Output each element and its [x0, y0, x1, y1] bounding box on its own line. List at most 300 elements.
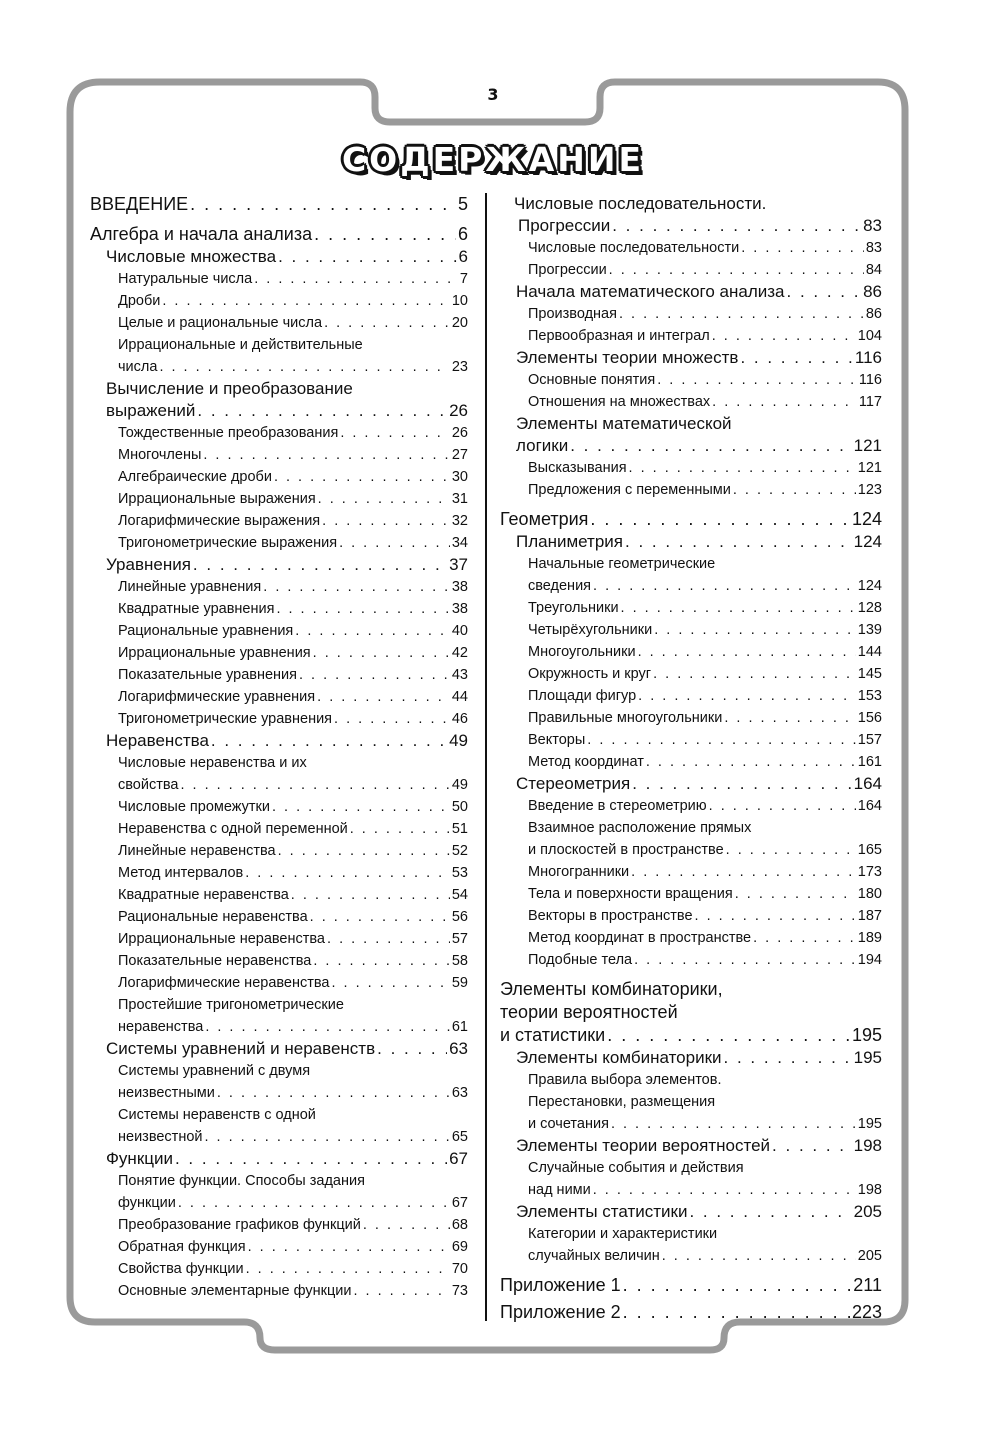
toc-entry-title: случайных величин	[528, 1248, 660, 1264]
toc-entry[interactable]	[118, 488, 468, 510]
toc-entry-title-line: Взаимное расположение прямых	[528, 820, 752, 836]
dot-leader	[638, 685, 856, 707]
toc-entry-title: неравенства	[118, 1019, 204, 1035]
toc-entry-page: 187	[857, 908, 882, 924]
toc-entry[interactable]	[528, 619, 882, 641]
toc-entry[interactable]	[118, 312, 468, 334]
toc-separator	[500, 1267, 882, 1274]
toc-entry-title: Преобразование графиков функций	[118, 1217, 361, 1233]
toc-entry[interactable]	[118, 1214, 468, 1236]
dot-leader	[654, 619, 856, 641]
toc-entry[interactable]	[118, 290, 468, 312]
toc-entry-title: Алгебраические дроби	[118, 469, 272, 485]
toc-entry-title: Логарифмические уравнения	[118, 689, 316, 705]
dot-leader	[339, 532, 450, 554]
toc-entry-title-line: Перестановки, размещения	[528, 1094, 716, 1110]
toc-entry-page: 205	[857, 1248, 882, 1264]
toc-entry[interactable]	[106, 730, 468, 752]
dot-leader	[272, 796, 450, 818]
toc-entry-title-line: Системы уравнений с двумя	[118, 1063, 311, 1079]
toc-entry-page: 211	[853, 1275, 882, 1295]
toc-entry-page: 194	[857, 952, 882, 968]
toc-entry-title: Тригонометрические выражения	[118, 535, 338, 551]
dot-leader	[317, 686, 450, 708]
dot-leader	[634, 949, 856, 971]
toc-entry-title: Целые и рациональные числа	[118, 315, 323, 331]
toc-entry-page: 54	[451, 887, 468, 903]
toc-entry-title: Числовые промежутки	[118, 799, 270, 815]
toc-entry-page: 44	[451, 689, 468, 705]
toc-entry-title: Линейные уравнения	[118, 579, 262, 595]
toc-entry-page: 30	[451, 469, 468, 485]
toc-right-column	[500, 193, 882, 1324]
toc-entry[interactable]	[500, 1274, 882, 1297]
dot-leader	[291, 884, 450, 906]
dot-leader	[638, 641, 856, 663]
dot-leader	[741, 237, 864, 259]
dot-leader	[353, 1280, 449, 1302]
dot-leader	[611, 1113, 856, 1135]
toc-entry[interactable]	[516, 773, 882, 795]
toc-entry[interactable]	[118, 664, 468, 686]
dot-leader	[193, 554, 447, 576]
toc-entry-title: Правильные многоугольники	[528, 710, 723, 726]
dot-leader	[276, 598, 449, 620]
toc-entry[interactable]	[118, 1258, 468, 1280]
toc-entry-title: Показательные уравнения	[118, 667, 297, 683]
toc-entry-page: 40	[451, 623, 468, 639]
toc-entry[interactable]	[528, 369, 882, 391]
toc-entry[interactable]	[528, 391, 882, 413]
toc-entry-title: Квадратные неравенства	[118, 887, 289, 903]
dot-leader	[327, 928, 450, 950]
toc-entry[interactable]	[118, 972, 468, 994]
dot-leader	[254, 268, 458, 290]
dot-leader	[245, 862, 450, 884]
toc-entry-title: Метод координат	[528, 754, 644, 770]
toc-entry-page: 121	[853, 436, 882, 455]
toc-entry[interactable]	[118, 1280, 468, 1302]
toc-entry-title-line: Случайные события и действия	[528, 1160, 744, 1176]
toc-entry-page: 124	[853, 532, 882, 551]
toc-entry-page: 27	[451, 447, 468, 463]
toc-entry[interactable]	[528, 457, 882, 479]
toc-entry[interactable]	[118, 444, 468, 466]
toc-entry[interactable]	[90, 223, 468, 246]
toc-entry-page: 195	[857, 1116, 882, 1132]
toc-entry-page: 83	[865, 240, 882, 256]
toc-entry[interactable]	[106, 246, 468, 268]
toc-entry-title: Основные понятия	[528, 372, 656, 388]
toc-entry-page: 68	[451, 1217, 468, 1233]
toc-entry-title-line: Элементы математической	[516, 414, 732, 433]
toc-entry[interactable]	[118, 1104, 468, 1148]
dot-leader	[619, 303, 864, 325]
toc-entry[interactable]	[528, 479, 882, 501]
toc-entry-page: 124	[851, 509, 882, 529]
toc-entry-title: Иррациональные выражения	[118, 491, 316, 507]
toc-entry-page: 157	[857, 732, 882, 748]
toc-entry[interactable]	[528, 795, 882, 817]
toc-entry-page: 31	[451, 491, 468, 507]
toc-entry-page: 63	[451, 1085, 468, 1101]
toc-entry-title: Предложения с переменными	[528, 482, 731, 498]
toc-entry-title: Начала математического анализа	[516, 282, 785, 301]
dot-leader	[162, 290, 450, 312]
toc-entry-title: и статистики	[500, 1025, 606, 1045]
toc-entry-page: 195	[851, 1025, 882, 1045]
dot-leader	[197, 400, 447, 422]
toc-entry-page: 195	[853, 1048, 882, 1067]
toc-entry-title: Иррациональные уравнения	[118, 645, 311, 661]
dot-leader	[324, 312, 450, 334]
toc-entry[interactable]	[500, 978, 882, 1047]
toc-entry-page: 116	[858, 372, 882, 388]
dot-leader	[350, 818, 450, 840]
toc-entry-title: Планиметрия	[516, 532, 623, 551]
toc-entry-title: Первообразная и интеграл	[528, 328, 710, 344]
toc-entry-title: Векторы в пространстве	[528, 908, 693, 924]
toc-entry[interactable]	[118, 1170, 468, 1214]
dot-leader	[587, 729, 856, 751]
toc-entry[interactable]	[118, 840, 468, 862]
toc-entry-title: выражений	[106, 401, 196, 420]
toc-entry-title: и сочетания	[528, 1116, 609, 1132]
toc-entry[interactable]	[528, 685, 882, 707]
toc-entry[interactable]	[528, 751, 882, 773]
toc-entry-title: Числовые последовательности	[528, 240, 740, 256]
toc-entry-page: 7	[459, 271, 468, 287]
toc-entry-title: Иррациональные неравенства	[118, 931, 326, 947]
toc-entry-page: 153	[857, 688, 882, 704]
toc-entry-title: Тела и поверхности вращения	[528, 886, 733, 902]
toc-entry[interactable]	[500, 508, 882, 531]
toc-entry-page: 73	[451, 1283, 468, 1299]
toc-entry[interactable]	[106, 378, 468, 422]
toc-entry-title: Линейные неравенства	[118, 843, 276, 859]
toc-entry-title: Элементы теории множеств	[516, 348, 739, 367]
dot-leader	[334, 708, 450, 730]
toc-entry-title-line: Числовые неравенства и их	[118, 755, 307, 771]
toc-entry-page: 26	[449, 401, 468, 420]
toc-entry-title: числа	[118, 359, 158, 375]
toc-entry[interactable]	[528, 1223, 882, 1267]
toc-entry-title: Системы уравнений и неравенств	[106, 1039, 376, 1058]
toc-entry-title: Элементы теории вероятностей	[516, 1136, 771, 1155]
toc-entry-page: 165	[857, 842, 882, 858]
toc-entry-title: Векторы	[528, 732, 586, 748]
toc-entry-title: Дроби	[118, 293, 161, 309]
toc-entry[interactable]	[528, 861, 882, 883]
toc-entry-page: 38	[451, 601, 468, 617]
toc-entry[interactable]	[118, 884, 468, 906]
dot-leader	[593, 1179, 856, 1201]
toc-entry-title: Алгебра и начала анализа	[90, 224, 313, 244]
toc-entry[interactable]	[118, 334, 468, 378]
toc-entry-title: Метод интервалов	[118, 865, 244, 881]
toc-entry-page: 51	[451, 821, 468, 837]
toc-entry[interactable]	[106, 1148, 468, 1170]
toc-entry-page: 104	[857, 328, 882, 344]
toc-entry[interactable]	[528, 905, 882, 927]
toc-entry-page: 67	[449, 1149, 468, 1168]
toc-entry-title: Многочлены	[118, 447, 202, 463]
dot-leader	[190, 193, 456, 216]
toc-entry[interactable]	[528, 303, 882, 325]
dot-leader	[623, 1274, 852, 1297]
toc-entry-page: 117	[858, 394, 882, 410]
toc-entry[interactable]	[118, 950, 468, 972]
toc-entry[interactable]	[516, 1047, 882, 1069]
toc-entry-title: Отношения на множествах	[528, 394, 711, 410]
toc-entry[interactable]	[118, 422, 468, 444]
toc-entry[interactable]	[500, 1301, 882, 1324]
dot-leader	[662, 1245, 856, 1267]
toc-entry-title-line: Элементы комбинаторики,	[500, 979, 723, 999]
toc-entry-page: 116	[854, 348, 882, 367]
toc-entry[interactable]	[118, 752, 468, 796]
toc-entry[interactable]	[118, 796, 468, 818]
toc-entry[interactable]	[106, 554, 468, 576]
toc-entry-title: ВВЕДЕНИЕ	[90, 194, 189, 214]
toc-entry-page: 65	[451, 1129, 468, 1145]
dot-leader	[625, 531, 852, 553]
toc-entry-title: Метод координат в пространстве	[528, 930, 752, 946]
toc-entry-title: свойства	[118, 777, 179, 793]
toc-entry-page: 86	[863, 282, 882, 301]
toc-entry-page: 145	[857, 666, 882, 682]
toc-entry[interactable]	[528, 1157, 882, 1201]
toc-entry-page: 83	[863, 216, 882, 235]
toc-entry-title: Основные элементарные функции	[118, 1283, 352, 1299]
dot-leader	[607, 1024, 850, 1047]
toc-entry[interactable]	[118, 862, 468, 884]
toc-entry-page: 198	[857, 1182, 882, 1198]
toc-entry[interactable]	[118, 642, 468, 664]
toc-left-column	[90, 193, 468, 1302]
toc-entry[interactable]	[118, 906, 468, 928]
toc-entry-page: 6	[458, 247, 468, 266]
toc-entry-title: Уравнения	[106, 555, 191, 574]
toc-entry-page: 164	[853, 774, 882, 793]
dot-leader	[248, 1236, 450, 1258]
toc-entry-page: 84	[865, 262, 882, 278]
toc-entry[interactable]	[528, 707, 882, 729]
toc-entry[interactable]	[516, 193, 882, 237]
dot-leader	[322, 510, 450, 532]
dot-leader	[724, 707, 855, 729]
toc-entry-page: 42	[451, 645, 468, 661]
toc-entry[interactable]	[528, 883, 882, 905]
toc-entry-title: неизвестной	[118, 1129, 203, 1145]
toc-entry[interactable]	[118, 466, 468, 488]
toc-entry-title: Свойства функции	[118, 1261, 244, 1277]
toc-entry[interactable]	[118, 510, 468, 532]
toc-entry-title: Многоугольники	[528, 644, 636, 660]
dot-leader	[175, 1148, 447, 1170]
dot-leader	[695, 905, 856, 927]
toc-entry-title: Логарифмические неравенства	[118, 975, 330, 991]
toc-entry-title: Четырёхугольники	[528, 622, 653, 638]
toc-entry-page: 180	[857, 886, 882, 902]
toc-entry-page: 43	[451, 667, 468, 683]
toc-entry[interactable]	[516, 413, 882, 457]
toc-separator	[500, 971, 882, 978]
dot-leader	[646, 751, 856, 773]
toc-entry[interactable]	[118, 268, 468, 290]
dot-leader	[724, 1047, 852, 1069]
toc-entry-title: Производная	[528, 306, 617, 322]
dot-leader	[310, 906, 450, 928]
toc-entry-page: 144	[857, 644, 882, 660]
toc-entry-page: 10	[451, 293, 468, 309]
dot-leader	[203, 444, 449, 466]
toc-entry[interactable]	[516, 1135, 882, 1157]
toc-entry-page: 37	[449, 555, 468, 574]
toc-entry[interactable]	[528, 597, 882, 619]
toc-entry-title: Приложение 1	[500, 1275, 621, 1295]
toc-entry-page: 198	[853, 1136, 882, 1155]
dot-leader	[180, 774, 449, 796]
toc-entry-title: сведения	[528, 578, 592, 594]
toc-entry-page: 128	[857, 600, 882, 616]
toc-entry-page: 67	[451, 1195, 468, 1211]
toc-entry[interactable]	[528, 325, 882, 347]
dot-leader	[593, 575, 856, 597]
toc-entry-page: 139	[857, 622, 882, 638]
dot-leader	[318, 488, 450, 510]
dot-leader	[631, 861, 856, 883]
toc-entry[interactable]	[528, 663, 882, 685]
toc-entry[interactable]	[528, 1069, 882, 1135]
toc-entry-page: 49	[451, 777, 468, 793]
toc-entry[interactable]	[528, 641, 882, 663]
toc-entry[interactable]	[118, 928, 468, 950]
dot-leader	[740, 347, 852, 369]
toc-entry[interactable]	[118, 818, 468, 840]
toc-entry-title: Тригонометрические уравнения	[118, 711, 333, 727]
dot-leader	[623, 1301, 850, 1324]
toc-entry-page: 59	[451, 975, 468, 991]
dot-leader	[612, 215, 861, 237]
toc-entry-title: Подобные тела	[528, 952, 633, 968]
toc-entry-page: 156	[857, 710, 882, 726]
toc-entry-title: неизвестными	[118, 1085, 215, 1101]
toc-entry-title-line: Иррациональные и действительные	[118, 337, 363, 353]
toc-entry-title: Треугольники	[528, 600, 619, 616]
page-number: 3	[487, 85, 499, 104]
toc-entry[interactable]	[528, 237, 882, 259]
toc-entry[interactable]	[516, 347, 882, 369]
dot-leader	[363, 1214, 450, 1236]
toc-entry-title: Рациональные уравнения	[118, 623, 294, 639]
dot-leader	[295, 620, 450, 642]
toc-entry-title: Обратная функция	[118, 1239, 246, 1255]
toc-entry[interactable]	[118, 686, 468, 708]
dot-leader	[278, 840, 450, 862]
toc-entry-page: 57	[451, 931, 468, 947]
toc-entry-title: Неравенства с одной переменной	[118, 821, 348, 837]
toc-entry-page: 123	[857, 482, 882, 498]
toc-entry-title-line: Понятие функции. Способы задания	[118, 1173, 365, 1189]
toc-entry-title: Элементы комбинаторики	[516, 1048, 722, 1067]
toc-entry[interactable]	[118, 598, 468, 620]
toc-entry[interactable]	[118, 576, 468, 598]
dot-leader	[609, 259, 864, 281]
toc-entry-page: 164	[857, 798, 882, 814]
toc-entry[interactable]	[528, 553, 882, 597]
dot-leader	[313, 950, 450, 972]
toc-entry[interactable]	[106, 1038, 468, 1060]
toc-entry[interactable]	[528, 259, 882, 281]
toc-separator	[90, 216, 468, 223]
toc-entry-page: 70	[451, 1261, 468, 1277]
toc-entry-page: 69	[451, 1239, 468, 1255]
dot-leader	[340, 422, 450, 444]
toc-entry[interactable]	[90, 193, 468, 216]
toc-entry-page: 161	[857, 754, 882, 770]
toc-entry-page: 121	[857, 460, 882, 476]
toc-entry-page: 34	[451, 535, 468, 551]
toc-entry[interactable]	[528, 729, 882, 751]
toc-entry-page: 46	[451, 711, 468, 727]
toc-entry[interactable]	[516, 531, 882, 553]
toc-entry[interactable]	[528, 817, 882, 861]
toc-entry-title: над ними	[528, 1182, 591, 1198]
dot-leader	[653, 663, 856, 685]
dot-leader	[332, 972, 450, 994]
column-divider	[485, 193, 487, 1321]
dot-leader	[263, 576, 450, 598]
toc-entry[interactable]	[528, 927, 882, 949]
toc-entry-title-line: Правила выбора элементов.	[528, 1072, 722, 1088]
toc-entry[interactable]	[528, 949, 882, 971]
toc-entry-title: Показательные неравенства	[118, 953, 312, 969]
toc-entry-page: 58	[451, 953, 468, 969]
toc-entry-title-line: Простейшие тригонометрические	[118, 997, 344, 1013]
toc-entry-title: Рациональные неравенства	[118, 909, 308, 925]
dot-leader	[246, 1258, 450, 1280]
toc-entry[interactable]	[118, 708, 468, 730]
toc-entry-title: Геометрия	[500, 509, 589, 529]
toc-entry[interactable]	[118, 1060, 468, 1104]
toc-entry[interactable]	[118, 1236, 468, 1258]
toc-entry-title: и плоскостей в пространстве	[528, 842, 724, 858]
page-title: СОДЕРЖАНИЕ	[341, 140, 645, 179]
dot-leader	[211, 730, 447, 752]
toc-entry-page: 5	[457, 194, 468, 214]
dot-leader	[205, 1016, 450, 1038]
dot-leader	[712, 325, 856, 347]
dot-leader	[629, 457, 856, 479]
toc-entry-page: 189	[857, 930, 882, 946]
toc-entry-page: 32	[451, 513, 468, 529]
dot-leader	[274, 466, 450, 488]
toc-entry-title: логики	[516, 436, 569, 455]
dot-leader	[621, 597, 856, 619]
toc-entry[interactable]	[118, 620, 468, 642]
toc-entry-title: функции	[118, 1195, 176, 1211]
toc-entry[interactable]	[516, 1201, 882, 1223]
toc-entry-title: Стереометрия	[516, 774, 631, 793]
toc-entry-title: Тождественные преобразования	[118, 425, 339, 441]
toc-entry-title: Функции	[106, 1149, 173, 1168]
toc-entry[interactable]	[118, 994, 468, 1038]
toc-entry-page: 63	[449, 1039, 468, 1058]
toc-entry[interactable]	[516, 281, 882, 303]
toc-entry-title-line: Категории и характеристики	[528, 1226, 718, 1242]
toc-entry[interactable]	[118, 532, 468, 554]
